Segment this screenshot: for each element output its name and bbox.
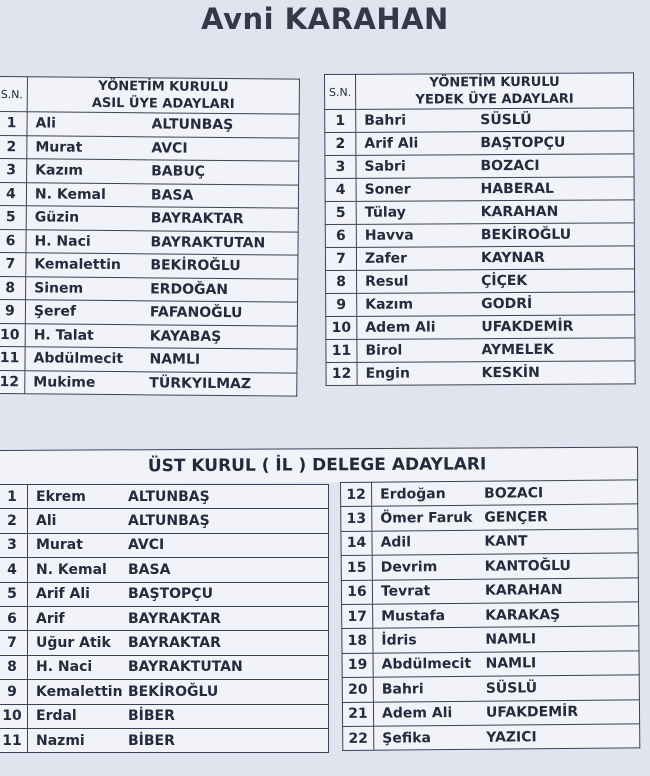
first-name: Kemalettin <box>26 253 147 278</box>
table-row <box>342 602 639 629</box>
last-name: BOZACI <box>480 480 638 506</box>
table-row <box>0 135 299 161</box>
last-name: BİBER <box>124 728 329 752</box>
table-row <box>0 159 299 185</box>
yedek-uye-header <box>356 73 634 109</box>
first-name: Murat <box>28 533 125 557</box>
first-name: Abdülmecit <box>373 652 482 677</box>
page-title: Avni KARAHAN <box>201 2 449 36</box>
ust-kurul-header: ÜST KURUL ( İL ) DELEGE ADAYLARI <box>0 447 638 484</box>
table-row <box>343 724 640 751</box>
row-number: 2 <box>0 135 27 159</box>
row-number: 8 <box>0 276 26 300</box>
first-name: Erdoğan <box>372 481 481 506</box>
row-number: 16 <box>341 580 372 605</box>
table-row <box>325 177 634 202</box>
table-row <box>0 205 298 231</box>
last-name: BAŞTOPÇU <box>476 131 634 155</box>
row-number: 7 <box>0 252 26 276</box>
table-row <box>0 182 299 208</box>
row-number: 2 <box>325 132 356 155</box>
table-row <box>0 509 329 533</box>
first-name: N. Kemal <box>26 182 147 207</box>
table-row <box>0 704 329 728</box>
table-row <box>0 112 299 138</box>
row-number: 10 <box>0 704 28 728</box>
last-name: UFAKDEMİR <box>482 699 640 725</box>
last-name: BAYRAKTAR <box>124 606 329 630</box>
first-name: Arif Ali <box>356 132 477 156</box>
first-name: Sinem <box>26 276 147 301</box>
last-name: NAMLI <box>145 348 297 373</box>
table-row <box>325 108 634 133</box>
last-name: YAZICI <box>482 724 640 750</box>
last-name: ALTUNBAŞ <box>147 113 299 138</box>
table-row <box>325 200 634 225</box>
first-name: Abdülmecit <box>25 347 146 372</box>
first-name: Adem Ali <box>357 316 478 340</box>
row-number: 22 <box>343 726 374 751</box>
last-name: BEKİROĞLU <box>477 223 635 247</box>
last-name: ALTUNBAŞ <box>124 485 329 509</box>
row-number: 10 <box>326 316 357 339</box>
table-row <box>341 504 638 531</box>
last-name: SÜSLÜ <box>482 675 640 701</box>
first-name: Kazım <box>357 293 478 317</box>
yedek-header-line2: YEDEK ÜYE ADAYLARI <box>415 91 574 108</box>
last-name: AVCI <box>147 136 299 161</box>
last-name: BAYRAKTUTAN <box>124 655 329 679</box>
table-row <box>0 606 329 630</box>
first-name: Tevrat <box>372 579 481 604</box>
table-row <box>0 631 329 655</box>
first-name: H. Naci <box>26 229 147 254</box>
first-name: Kazım <box>27 159 148 184</box>
row-number: 9 <box>0 299 26 323</box>
first-name: H. Talat <box>25 323 146 348</box>
first-name: Ömer Faruk <box>372 506 481 531</box>
last-name: KAYNAR <box>477 246 635 270</box>
row-number: 3 <box>0 159 27 183</box>
first-name: Devrim <box>372 554 481 579</box>
row-number: 12 <box>326 362 357 385</box>
table-row <box>342 675 639 702</box>
last-name: GENÇER <box>480 504 638 530</box>
table-row <box>0 370 297 396</box>
first-name: Bahri <box>373 676 482 701</box>
table-row <box>326 361 635 386</box>
row-number: 7 <box>325 247 356 270</box>
first-name: Bahri <box>356 109 477 133</box>
last-name: KARAHAN <box>477 200 635 224</box>
table-row <box>341 529 638 556</box>
table-row <box>0 229 298 255</box>
last-name: AYMELEK <box>477 338 635 362</box>
first-name: İdris <box>373 628 482 653</box>
row-number: 8 <box>0 655 28 679</box>
first-name: Murat <box>27 135 148 160</box>
table-row <box>325 246 634 271</box>
first-name: Şefika <box>374 725 483 750</box>
sn-header: S.N. <box>325 74 356 109</box>
row-number: 4 <box>0 558 28 582</box>
row-number: 5 <box>325 201 356 224</box>
last-name: BAYRAKTUTAN <box>146 230 298 255</box>
first-name: Ekrem <box>28 485 125 509</box>
last-name: KANT <box>480 529 638 555</box>
table-row <box>0 582 329 606</box>
row-number: 1 <box>0 485 28 509</box>
first-name: Ali <box>27 112 148 137</box>
table-row <box>0 728 329 752</box>
last-name: ÇİÇEK <box>477 269 635 293</box>
row-number: 3 <box>0 533 28 557</box>
first-name: Soner <box>356 178 477 202</box>
table-row <box>341 553 638 580</box>
first-name: Ali <box>28 509 125 533</box>
yedek-uye-table <box>324 72 636 386</box>
row-number: 5 <box>0 582 28 606</box>
row-number: 11 <box>0 346 25 370</box>
first-name: Erdal <box>28 704 125 728</box>
last-name: BAYRAKTAR <box>124 631 329 655</box>
last-name: FAFANOĞLU <box>146 301 298 326</box>
table-row <box>325 223 634 248</box>
table-row <box>342 651 639 678</box>
last-name: KARAKAŞ <box>481 602 639 628</box>
row-number: 18 <box>342 629 373 654</box>
row-number: 9 <box>326 293 357 316</box>
ust-kurul-table-left <box>0 484 329 753</box>
table-row <box>0 276 298 302</box>
row-number: 6 <box>0 606 28 630</box>
sn-header: S.N. <box>0 77 27 112</box>
last-name: BASA <box>124 558 329 582</box>
first-name: Kemalettin <box>28 680 125 704</box>
first-name: N. Kemal <box>28 558 125 582</box>
table-row <box>0 680 329 704</box>
row-number: 1 <box>325 109 356 132</box>
last-name: GODRİ <box>477 292 635 316</box>
table-row <box>342 626 639 653</box>
table-row <box>326 269 635 294</box>
last-name: KESKİN <box>478 361 636 385</box>
asil-uye-header <box>27 77 299 114</box>
table-row <box>0 533 329 557</box>
first-name: Adem Ali <box>373 701 482 726</box>
row-number: 4 <box>325 178 356 201</box>
table-row <box>341 480 638 507</box>
first-name: Havva <box>356 224 477 248</box>
row-number: 21 <box>342 702 373 727</box>
table-row <box>325 154 634 179</box>
last-name: UFAKDEMİR <box>477 315 635 339</box>
row-number: 17 <box>342 604 373 629</box>
first-name: Nazmi <box>28 728 125 752</box>
asil-uye-table <box>0 76 300 397</box>
first-name: Uğur Atik <box>28 631 125 655</box>
last-name: ERDOĞAN <box>146 277 298 302</box>
first-name: Arif Ali <box>28 582 125 606</box>
row-number: 13 <box>341 507 372 532</box>
row-number: 12 <box>0 370 25 394</box>
row-number: 8 <box>326 270 357 293</box>
table-row <box>325 131 634 156</box>
row-number: 5 <box>0 205 26 229</box>
row-number: 6 <box>325 224 356 247</box>
row-number: 14 <box>341 531 372 556</box>
row-number: 20 <box>342 677 373 702</box>
last-name: NAMLI <box>481 626 639 652</box>
table-row <box>341 577 638 604</box>
row-number: 11 <box>0 728 28 752</box>
last-name: BABUÇ <box>147 160 299 185</box>
last-name: ALTUNBAŞ <box>124 509 329 533</box>
table-row <box>326 292 635 317</box>
asil-header-line1: YÖNETİM KURULU <box>98 78 229 96</box>
last-name: AVCI <box>124 533 329 557</box>
table-row <box>342 699 639 726</box>
row-number: 1 <box>0 112 27 136</box>
last-name: BAŞTOPÇU <box>124 582 329 606</box>
last-name: BASA <box>147 183 299 208</box>
last-name: BEKİROĞLU <box>124 680 329 704</box>
first-name: Adil <box>372 530 481 555</box>
first-name: Güzin <box>26 206 147 231</box>
row-number: 19 <box>342 653 373 678</box>
last-name: BAYRAKTAR <box>147 207 299 232</box>
first-name: Engin <box>357 362 478 386</box>
first-name: Şeref <box>25 300 146 325</box>
first-name: Tülay <box>356 201 477 225</box>
first-name: Zafer <box>356 247 477 271</box>
table-row <box>0 655 329 679</box>
row-number: 11 <box>326 339 357 362</box>
first-name: Resul <box>357 270 478 294</box>
last-name: HABERAL <box>477 177 635 201</box>
last-name: BİBER <box>124 704 329 728</box>
first-name: H. Naci <box>28 655 125 679</box>
table-row <box>0 558 329 582</box>
yedek-header-line1: YÖNETİM KURULU <box>429 74 560 91</box>
last-name: SÜSLÜ <box>476 108 634 132</box>
asil-header-line2: ASIL ÜYE ADAYLARI <box>91 95 235 113</box>
last-name: NAMLI <box>481 651 639 677</box>
row-number: 6 <box>0 229 26 253</box>
first-name: Mustafa <box>373 603 482 628</box>
ust-kurul-table-right <box>340 479 640 751</box>
row-number: 4 <box>0 182 27 206</box>
row-number: 2 <box>0 509 28 533</box>
table-row <box>0 346 297 372</box>
last-name: BOZACI <box>476 154 634 178</box>
last-name: TÜRKYILMAZ <box>145 371 297 396</box>
table-row <box>326 315 635 340</box>
first-name: Arif <box>28 606 125 630</box>
row-number: 7 <box>0 631 28 655</box>
last-name: KAYABAŞ <box>146 324 298 349</box>
table-row <box>0 485 329 509</box>
table-row <box>0 323 297 349</box>
row-number: 15 <box>341 555 372 580</box>
row-number: 12 <box>341 482 372 507</box>
last-name: KANTOĞLU <box>481 553 639 579</box>
row-number: 10 <box>0 323 25 347</box>
last-name: BEKİROĞLU <box>146 254 298 279</box>
first-name: Sabri <box>356 155 477 179</box>
first-name: Mukime <box>25 370 146 395</box>
table-row <box>0 299 298 325</box>
table-row <box>326 338 635 363</box>
row-number: 3 <box>325 155 356 178</box>
last-name: KARAHAN <box>481 577 639 603</box>
row-number: 9 <box>0 680 28 704</box>
table-row <box>0 252 298 278</box>
first-name: Birol <box>357 339 478 363</box>
